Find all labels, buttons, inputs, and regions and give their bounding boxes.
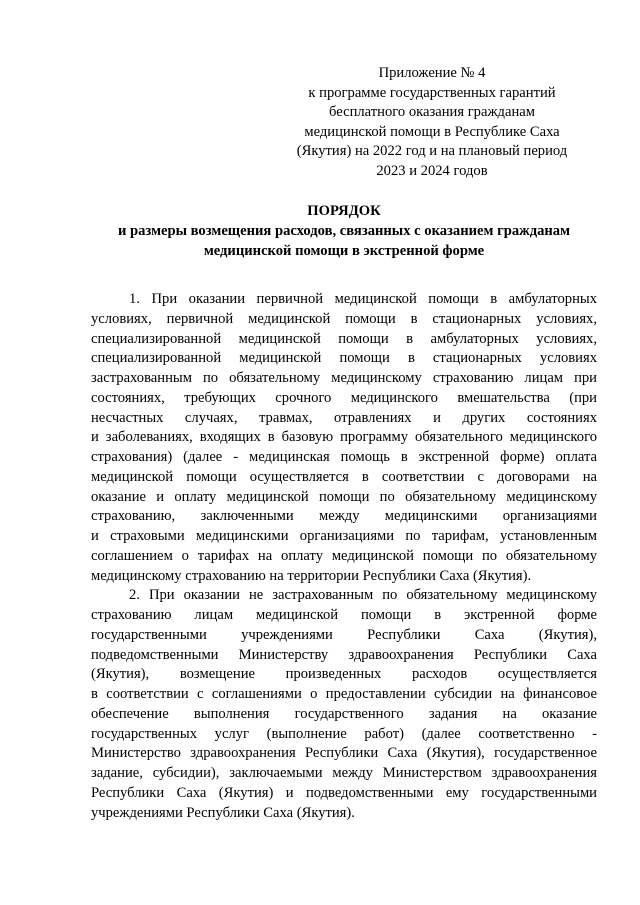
document-body [91,290,597,823]
document-title: ПОРЯДОК [307,203,381,219]
paragraph-line: медицинскому страхованию на территории Республики Саха (Якутия). [91,567,532,584]
paragraph-line: специализированной медицинской помощи в амбулаторных условиях, [91,330,597,347]
paragraph-line: оказание и оплату медицинской помощи по обязательному медицинскому [91,488,597,505]
paragraph-line: и страховыми медицинскими организациями по тарифам, установленным [91,528,597,544]
paragraph-line: Республики Саха (Якутия) и подведомственными ему государственными [91,784,597,801]
paragraph-line: 2. При оказании не застрахованным по обязательному медицинскому [129,587,597,604]
paragraph-1 [91,290,597,586]
paragraph-line: состояниях, требующих срочного медицинского вмешательства (при [91,389,597,406]
paragraph-line: (Якутия), возмещение произведенных расходов осуществляется [91,666,597,683]
paragraph-line: государственных услуг (выполнение работ) (далее соответственно - [91,725,597,742]
appendix-line: к программе государственных гарантий [308,84,556,101]
paragraph-line: застрахованным по обязательному медицинскому страхованию лицам при [91,370,597,386]
paragraph-line: страхования) (далее - медицинская помощь в экстренной форме) оплата [91,449,597,465]
appendix-line: 2023 и 2024 годов [376,162,488,179]
appendix-line: медицинской помощи в Республике Саха [304,123,560,140]
appendix-header [286,64,578,182]
paragraph-line: обеспечение выполнения государственного задания на оказание [91,705,597,722]
paragraph-line: несчастных случаях, травмах, отравлениях и других состояниях [91,409,597,426]
paragraph-line: соглашением о тарифах на оплату медицинской помощи по обязательному [91,547,597,564]
paragraph-line: страхованию лицам медицинской помощи в экстренной форме [91,607,597,623]
appendix-line: (Якутия) на 2022 год и на плановый период [296,143,568,160]
paragraph-line: и заболеваниях, входящих в базовую программу обязательного медицинского [91,429,597,446]
document-subtitle-line: медицинской помощи в экстренной форме [203,242,485,259]
paragraph-line: подведомственными Министерству здравоохранения Республики Саха [91,646,597,663]
paragraph-line: учреждениями Республики Саха (Якутия). [91,804,355,821]
paragraph-line: условиях, первичной медицинской помощи в стационарных условиях, [91,310,597,327]
appendix-line: бесплатного оказания гражданам [329,104,535,121]
paragraph-line: страхованию, заключенными между медицинскими организациями [91,508,597,525]
paragraph-line: государственными учреждениями Республики Саха (Якутия), [91,626,597,643]
paragraph-line: в соответствии с соглашениями о предоставлении субсидии на финансовое [91,686,597,702]
paragraph-line: 1. При оказании первичной медицинской помощи в амбулаторных [129,291,597,307]
paragraph-2 [91,586,597,823]
paragraph-line: Министерство здравоохранения Республики Саха (Якутия), государственное [91,745,597,762]
document-heading [88,202,600,261]
appendix-line: Приложение № 4 [378,65,486,81]
document-subtitle-line: и размеры возмещения расходов, связанных с оказанием гражданам [117,222,571,239]
paragraph-line: медицинской помощи осуществляется в соответствии с договорами на [91,468,597,485]
paragraph-line: специализированной медицинской помощи в стационарных условиях [91,350,597,367]
paragraph-line: задание, субсидии), заключаемыми между Министерством здравоохранения [91,765,597,781]
